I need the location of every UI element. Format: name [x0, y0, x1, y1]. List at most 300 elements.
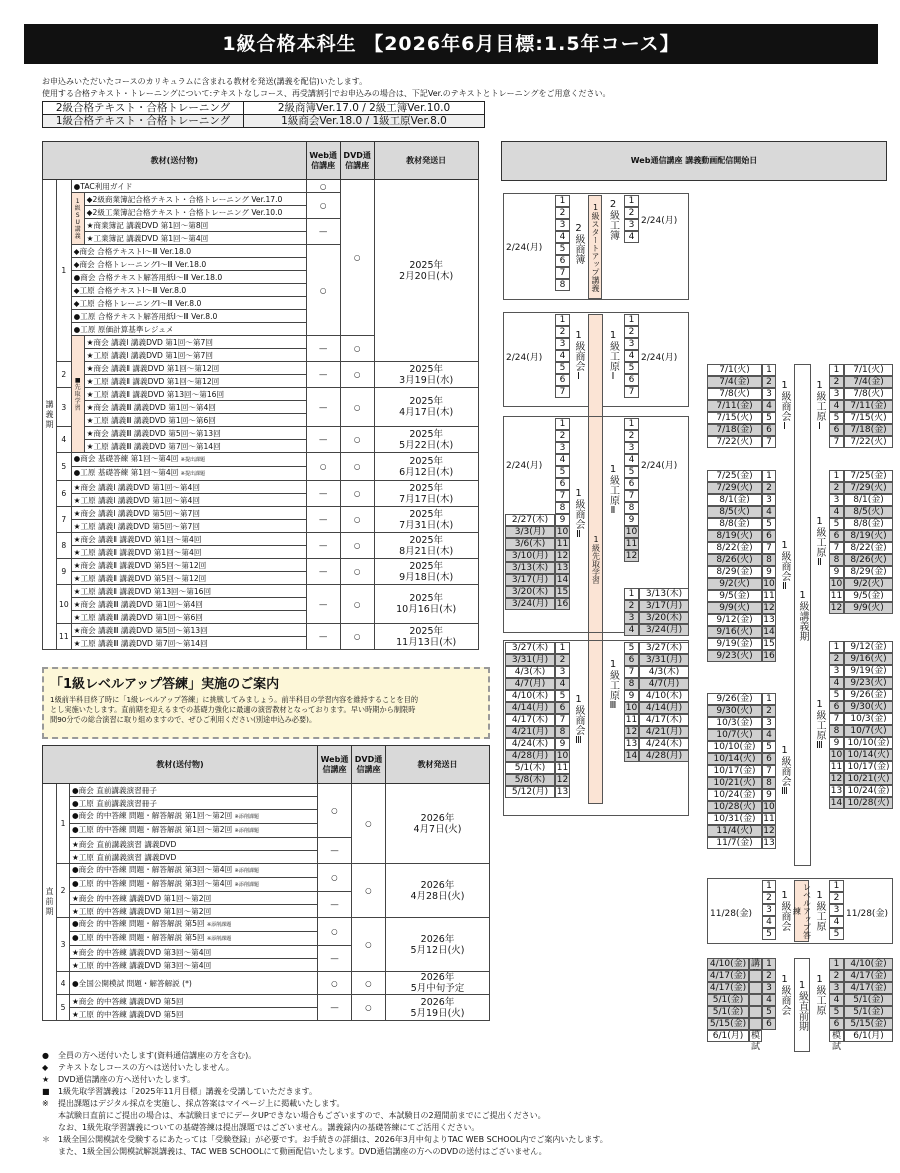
material-item: ●工原 的中答練 問題・解答解説 第3回～第4回 ※添削課題 [70, 878, 318, 892]
lecture-no: 7 [624, 386, 639, 398]
available-mark: ○ [352, 972, 386, 995]
delivery-date: 3/17(月) [639, 600, 689, 612]
delivery-date: 3/20(木) [505, 586, 555, 598]
lecture-no: 10 [556, 527, 569, 537]
delivery-date: 7/4(金) [707, 376, 762, 388]
lecture-no: 3 [555, 666, 570, 678]
lecture-no: 8 [555, 502, 570, 514]
available-mark: ○ [340, 336, 374, 362]
unavailable-mark: ― [306, 585, 340, 624]
date-note: 模試 [750, 1031, 760, 1052]
lecture-no: 13 [556, 787, 569, 797]
lecture-no: 3 [762, 982, 776, 994]
lecture-no: 5 [555, 243, 570, 255]
ship-date: 2025年 9月18日(木) [374, 559, 478, 585]
lecture-no: 2 [829, 482, 844, 494]
lecture-no: 7 [829, 542, 844, 554]
subject-label: 1級工原Ⅰ [814, 380, 825, 432]
subject-label: 1級商会Ⅰ [779, 380, 790, 432]
ship-date: 2026年 4月28日(火) [386, 864, 490, 918]
delivery-date: 8/26(火) [707, 554, 762, 566]
delivery-date: 4/17(金) [844, 970, 893, 982]
header-web: Web通信講座 [306, 142, 340, 180]
delivery-date: 4/14(月) [639, 702, 689, 714]
group-no: 4 [57, 427, 72, 453]
group-no: 2 [57, 864, 70, 918]
lecture-no: 6 [555, 374, 570, 386]
delivery-date: 10/28(火) [707, 801, 762, 813]
delivery-date: 3/24(月) [505, 598, 555, 610]
lecture-no: 11 [830, 591, 843, 601]
lecture-no: 5 [829, 518, 844, 530]
delivery-date: 8/22(金) [844, 542, 893, 554]
delivery-date: 9/12(金) [844, 641, 893, 653]
lecture-no: 5 [829, 928, 844, 940]
available-mark: ○ [340, 507, 374, 533]
material-item: ★商会 的中答練 講義DVD 第1回～第2回 [70, 892, 318, 905]
delivery-date: 4/17(金) [707, 982, 749, 994]
lecture-no: 11 [556, 539, 569, 549]
course-bar: 1級講義期 [794, 364, 811, 866]
material-item: ★商会 的中答練 講義DVD 第5回 [70, 995, 318, 1008]
schedule-header: Web通信講座 講義動画配信開始日 [501, 141, 887, 181]
legend-line: 本試験日直前にご提出の場合は、本試験日までにデータUPできない場合もございますので、本試験日の2週間前までにご提出ください。 [58, 1111, 546, 1120]
lecture-no: 10 [763, 802, 775, 812]
delivery-date: 7/1(火) [844, 364, 893, 376]
unavailable-mark: ― [306, 507, 340, 533]
lecture-no: 11 [625, 539, 638, 549]
group-no: 3 [57, 918, 70, 972]
available-mark: ○ [340, 362, 374, 388]
lecture-no: 14 [830, 798, 843, 808]
delivery-date: 9/12(金) [707, 614, 762, 626]
lecture-no: 3 [829, 904, 844, 916]
lecture-no: 4 [829, 506, 844, 518]
lecture-no: 5 [762, 928, 776, 940]
delivery-date: 5/1(金) [844, 994, 893, 1006]
subject-label: 1級商会 [779, 973, 790, 1015]
header-date: 教材発送日 [374, 142, 478, 180]
delivery-date: 5/8(木) [505, 774, 555, 786]
delivery-date: 8/1(金) [844, 494, 893, 506]
lecture-no: 4 [762, 729, 776, 741]
lecture-materials-table [42, 141, 479, 650]
lecture-no: 2 [624, 326, 639, 338]
delivery-date: 9/5(金) [844, 590, 893, 602]
date-note [749, 1018, 762, 1030]
delivery-date: 10/3(金) [707, 717, 762, 729]
lecture-no: 8 [624, 678, 639, 690]
material-item: ★工原 講義Ⅱ 講義DVD 第1回～第12回 [84, 375, 306, 388]
delivery-date: 5/1(金) [707, 994, 749, 1006]
available-mark: ○ [318, 918, 352, 946]
material-item: ◆2級商業簿記合格テキスト・合格トレーニング Ver.17.0 [84, 193, 306, 206]
lecture-no: 11 [625, 715, 638, 725]
delivery-date: 7/1(火) [707, 364, 762, 376]
material-item: ★工原 講義Ⅲ 講義DVD 第7回～第14回 [71, 637, 306, 650]
delivery-date: 9/16(火) [844, 653, 893, 665]
lecture-no: 7 [624, 666, 639, 678]
available-mark: ○ [352, 864, 386, 918]
lecture-no: 12 [556, 775, 569, 785]
legend-notes [42, 1050, 892, 1158]
legend-line: なお、1級先取学習講義についての基礎答練は提出課題ではございません。講義録内の基礎答練にてご活用ください。 [58, 1123, 480, 1132]
lecture-no: 1 [624, 195, 639, 207]
lecture-no: 16 [556, 599, 569, 609]
material-item: ◆商会 合格テキストⅠ～Ⅲ Ver.18.0 [71, 245, 306, 258]
header-dvd: DVD通信講座 [352, 746, 386, 784]
lecture-no: 3 [624, 219, 639, 231]
material-item: ★工原 講義Ⅰ 講義DVD 第1回～第7回 [84, 349, 306, 362]
page-title: 1級合格本科生 【2026年6月目標:1.5年コース】 [24, 24, 878, 64]
delivery-date: 4/10(木) [639, 690, 689, 702]
unavailable-mark: ― [306, 624, 340, 650]
lecture-no: 12 [830, 774, 843, 784]
delivery-date: 9/9(火) [844, 602, 893, 614]
lecture-no: 1 [762, 693, 776, 705]
lecture-no: 1 [762, 364, 776, 376]
delivery-date: 7/29(火) [707, 482, 762, 494]
ship-date: 2026年 4月7日(火) [386, 784, 490, 864]
available-mark: ○ [318, 972, 352, 995]
delivery-date: 4/17(木) [639, 714, 689, 726]
ship-date: 2025年 5月22日(木) [374, 427, 478, 453]
lecture-no: 10 [763, 579, 775, 589]
delivery-date: 9/5(金) [707, 590, 762, 602]
lecture-no: 3 [829, 388, 844, 400]
delivery-date: 3/17(月) [505, 574, 555, 586]
material-item: ★商会 講義Ⅲ 講義DVD 第1回～第4回 [71, 598, 306, 611]
legend-line: ★ DVD通信講座の方へ送付いたします。 [42, 1075, 196, 1084]
lecture-no: 2 [762, 376, 776, 388]
lecture-no: 6 [624, 478, 639, 490]
lecture-no: 11 [830, 762, 843, 772]
lecture-no: 13 [625, 739, 638, 749]
group-no: 3 [57, 388, 72, 427]
material-item: ●工原 合格テキスト解答用紙Ⅰ～Ⅲ Ver.8.0 [71, 310, 306, 323]
material-item: ●工原 的中答練 問題・解答解説 第1回～第2回 ※添削課題 [70, 824, 318, 838]
unavailable-mark: ― [306, 427, 340, 453]
group-no: 1 [57, 180, 72, 362]
unavailable-mark: ― [306, 362, 340, 388]
subject-label: 1級商会Ⅰ [573, 330, 584, 382]
lecture-no: 3 [762, 388, 776, 400]
lecture-no: 1 [555, 642, 570, 654]
lecture-no: 6 [624, 654, 639, 666]
lecture-no: 7 [624, 490, 639, 502]
lecture-no: 4 [624, 350, 639, 362]
available-mark: ○ [318, 864, 352, 892]
available-mark: ○ [340, 624, 374, 650]
group-no: 5 [57, 453, 72, 481]
delivery-date: 4/17(金) [844, 982, 893, 994]
lecture-no: 8 [762, 777, 776, 789]
lecture-no: 4 [624, 454, 639, 466]
unavailable-mark: ― [318, 892, 352, 918]
material-item: ●商会 的中答練 問題・解答解説 第3回～第4回 ※添削課題 [70, 864, 318, 878]
delivery-date: 7/22(火) [844, 436, 893, 448]
lecture-no: 1 [829, 470, 844, 482]
delivery-date: 9/16(火) [707, 626, 762, 638]
available-mark: ○ [340, 481, 374, 507]
lecture-no: 6 [762, 1018, 776, 1030]
available-mark: ○ [306, 180, 340, 193]
lecture-no: 4 [829, 994, 844, 1006]
group-no: 11 [57, 624, 72, 650]
lecture-no: 1 [555, 195, 570, 207]
lecture-no: 4 [762, 506, 776, 518]
lecture-no: 7 [555, 267, 570, 279]
group-no: 4 [57, 972, 70, 995]
delivery-date: 5/1(金) [707, 1006, 749, 1018]
lecture-no: 12 [625, 727, 638, 737]
delivery-date: 10/10(金) [707, 741, 762, 753]
lecture-no: 10 [625, 527, 638, 537]
delivery-date: 9/19(金) [844, 665, 893, 677]
available-mark: ○ [352, 918, 386, 972]
delivery-date: 5/1(金) [844, 1006, 893, 1018]
lecture-no: 12 [830, 603, 843, 613]
lecture-no: 14 [556, 575, 569, 585]
available-mark: ○ [340, 388, 374, 427]
legend-line: ＊ 1級全国公開模試を受験するにあたっては「受験登録」が必要です。お手続きの詳細は、2026年3月中旬よりTAC WEB SCHOOL内でご案内いたします。 [42, 1135, 608, 1144]
material-item: ★工原 講義Ⅲ 講義DVD 第1回～第6回 [71, 611, 306, 624]
delivery-date: 5/12(月) [505, 786, 555, 798]
lecture-no: 9 [555, 514, 570, 526]
lecture-no: 8 [555, 279, 570, 291]
delivery-date: 4/7(月) [639, 678, 689, 690]
ship-date: 2025年 8月21日(木) [374, 533, 478, 559]
lecture-no: 3 [624, 612, 639, 624]
delivery-date: 8/19(火) [844, 530, 893, 542]
material-item: ★工原 直前講義演習 講義DVD [70, 851, 318, 864]
lecture-no: 4 [624, 624, 639, 636]
delivery-date: 4/21(月) [639, 726, 689, 738]
lecture-no: 2 [829, 970, 844, 982]
delivery-date: 4/10(木) [505, 690, 555, 702]
lecture-no: 12 [763, 603, 775, 613]
available-mark: ○ [306, 453, 340, 481]
subject-label: 1級工原 [814, 973, 825, 1015]
unavailable-mark: ― [306, 336, 340, 362]
subject-label: 1級商会Ⅱ [573, 488, 584, 540]
group-no: 1 [57, 784, 70, 864]
delivery-date: 7/4(金) [844, 376, 893, 388]
material-item: ★工業簿記 講義DVD 第1回～第4回 [84, 232, 306, 245]
lecture-no: 2 [829, 376, 844, 388]
material-item: ★工原 的中答練 講義DVD 第3回～第4回 [70, 959, 318, 972]
lecture-no: 5 [829, 689, 844, 701]
lecture-no: 13 [763, 615, 775, 625]
delivery-date: 10/21(火) [707, 777, 762, 789]
lecture-no: 7 [762, 765, 776, 777]
unavailable-mark: ― [306, 533, 340, 559]
material-item: ★商会 講義Ⅲ 講義DVD 第1回～第4回 [84, 401, 306, 414]
delivery-date: 2/24(月) [641, 216, 678, 226]
material-item: ★商会 講義Ⅲ 講義DVD 第5回～第13回 [84, 427, 306, 440]
delivery-date: 7/22(火) [707, 436, 762, 448]
material-item: ●全国公開模試 問題・解答解説 (*) [70, 972, 318, 995]
lecture-no: 3 [624, 338, 639, 350]
ship-date: 2025年 2月20日(木) [374, 180, 478, 362]
lecture-no: 4 [762, 400, 776, 412]
unavailable-mark: ― [318, 946, 352, 972]
lecture-no: 3 [762, 494, 776, 506]
delivery-date: 4/28(月) [505, 750, 555, 762]
delivery-date: 9/30(火) [707, 705, 762, 717]
lecture-no: 5 [555, 690, 570, 702]
lecture-no: 7 [555, 714, 570, 726]
delivery-date: 3/10(月) [505, 550, 555, 562]
delivery-date: 3/31(月) [639, 654, 689, 666]
version-table: 2級合格テキスト・合格トレーニング 2級商簿Ver.17.0 / 2級工簿Ver.10.0 1級合格テキスト・合格トレーニング 1級商会Ver.18.0 / 1級工原Ver.8.0 [42, 101, 485, 128]
delivery-date: 2/24(月) [641, 353, 678, 363]
delivery-date: 4/21(月) [505, 726, 555, 738]
lecture-no: 2 [624, 600, 639, 612]
delivery-date: 3/13(木) [639, 588, 689, 600]
lecture-no: 2 [555, 326, 570, 338]
lecture-no: 14 [625, 751, 638, 761]
lecture-no: 15 [556, 587, 569, 597]
lecture-no: 2 [555, 430, 570, 442]
lecture-no: 10 [556, 751, 569, 761]
delivery-date: 8/5(火) [844, 506, 893, 518]
unavailable-mark: ― [306, 219, 340, 245]
sen-label: ■先取学習 [71, 336, 84, 453]
material-item: ★商会 的中答練 講義DVD 第3回～第4回 [70, 946, 318, 959]
lecture-no: 1 [829, 880, 844, 892]
delivery-date: 10/28(火) [844, 797, 893, 809]
lecture-no: 6 [829, 1018, 844, 1030]
group-no: 7 [57, 507, 72, 533]
lecture-no: 13 [763, 838, 775, 848]
lecture-no: 4 [624, 231, 639, 243]
delivery-date: 11/28(金) [710, 909, 752, 919]
lecture-no: 6 [829, 701, 844, 713]
lecture-no: 5 [555, 362, 570, 374]
lecture-no: 13 [556, 563, 569, 573]
delivery-date: 5/15(金) [844, 1018, 893, 1030]
lecture-no: 2 [624, 430, 639, 442]
material-item: ●TAC利用ガイド [71, 180, 306, 193]
material-item: ★工原 講義Ⅰ 講義DVD 第1回～第4回 [71, 494, 306, 507]
course-bar: 1級先取学習 [588, 314, 603, 804]
lecture-no: 4 [762, 994, 776, 1006]
lecture-no: 4 [829, 400, 844, 412]
material-item: ●商会 的中答練 問題・解答解説 第1回～第2回 ※添削課題 [70, 810, 318, 824]
available-mark: ○ [340, 453, 374, 481]
delivery-date: 2/24(月) [506, 243, 543, 253]
subject-label: 1級商会Ⅱ [779, 540, 790, 592]
period-label: 講義期 [43, 180, 57, 650]
lecture-no: 12 [763, 826, 775, 836]
lecture-no: 5 [829, 412, 844, 424]
material-item: ★商業簿記 講義DVD 第1回～第8回 [84, 219, 306, 232]
date-note [749, 982, 762, 994]
delivery-date: 9/23(火) [707, 650, 762, 662]
material-item: ◆2級工業簿記合格テキスト・合格トレーニング Ver.10.0 [84, 206, 306, 219]
material-item: ★商会 講義Ⅱ 講義DVD 第5回～第12回 [71, 559, 306, 572]
delivery-date: 7/25(金) [707, 470, 762, 482]
lecture-no: 1 [762, 880, 776, 892]
course-bar: 1級スタートアップ講義 [588, 195, 602, 299]
delivery-date: 10/31(金) [707, 813, 762, 825]
delivery-date: 7/11(金) [707, 400, 762, 412]
lecture-no: 1 [829, 958, 844, 970]
unavailable-mark: ― [306, 481, 340, 507]
lecture-no: 10 [830, 750, 843, 760]
lecture-no: 8 [762, 554, 776, 566]
ship-date: 2025年 7月17日(木) [374, 481, 478, 507]
material-item: ★工原 講義Ⅲ 講義DVD 第7回～第14回 [84, 440, 306, 453]
ship-date: 2025年 3月19日(水) [374, 362, 478, 388]
delivery-date: 7/18(金) [707, 424, 762, 436]
material-item: ★商会 講義Ⅱ 講義DVD 第1回～第12回 [84, 362, 306, 375]
available-mark: ○ [318, 784, 352, 838]
lecture-no: 1 [555, 314, 570, 326]
group-no: 2 [57, 362, 72, 388]
lecture-no: 2 [762, 970, 776, 982]
delivery-date: 9/26(金) [844, 689, 893, 701]
lecture-no: 6 [762, 753, 776, 765]
material-item: ●工原 基礎答練 第1回～第4回 ※提出課題 [71, 467, 306, 481]
delivery-date: 8/22(金) [707, 542, 762, 554]
subject-label: 2級工簿 [607, 198, 619, 240]
delivery-date: 4/10(金) [844, 958, 893, 970]
delivery-date: 7/11(金) [844, 400, 893, 412]
lecture-no: 6 [624, 374, 639, 386]
lecture-no: 4 [555, 678, 570, 690]
lecture-no: 2 [624, 207, 639, 219]
header-date: 教材発送日 [386, 746, 490, 784]
lecture-no: 1 [555, 418, 570, 430]
delivery-date: 10/10(金) [844, 737, 893, 749]
ship-date: 2025年 10月16日(木) [374, 585, 478, 624]
delivery-date: 2/24(月) [506, 461, 543, 471]
available-mark: ○ [340, 585, 374, 624]
delivery-date: 4/17(木) [505, 714, 555, 726]
delivery-date: 3/13(木) [505, 562, 555, 574]
delivery-date: 11/28(金) [846, 909, 888, 919]
delivery-date: 4/10(金) [707, 958, 749, 970]
group-no: 6 [57, 481, 72, 507]
subject-label: 1級工原Ⅱ [814, 516, 825, 568]
material-item: ◆工原 合格トレーニングⅠ～Ⅲ Ver.8.0 [71, 297, 306, 310]
ship-date: 2026年 5月中旬予定 [386, 972, 490, 995]
delivery-date: 10/7(火) [844, 725, 893, 737]
ship-date: 2025年 11月13日(木) [374, 624, 478, 650]
delivery-date: 7/25(金) [844, 470, 893, 482]
lecture-no: 4 [555, 350, 570, 362]
material-item: ●商会 基礎答練 第1回～第4回 ※提出課題 [71, 453, 306, 467]
lecture-no: 1 [762, 470, 776, 482]
delivery-date: 4/17(金) [707, 970, 749, 982]
lecture-no: 7 [829, 436, 844, 448]
delivery-date: 5/15(金) [707, 1018, 749, 1030]
lecture-no: 16 [763, 651, 775, 661]
material-item: ★商会 講義Ⅰ 講義DVD 第1回～第4回 [71, 481, 306, 494]
lecture-no: 11 [556, 763, 569, 773]
period-label: 直前期 [43, 784, 57, 1021]
subject-label: 1級商会 [779, 889, 790, 931]
delivery-date: 9/2(火) [707, 578, 762, 590]
lecture-no: 10 [830, 579, 843, 589]
lecture-no: 1 [624, 588, 639, 600]
lecture-no: 2 [762, 892, 776, 904]
subject-label: 1級商会Ⅲ [573, 694, 584, 746]
unavailable-mark: ― [306, 559, 340, 585]
material-item: ★商会 講義Ⅲ 講義DVD 第5回～第13回 [71, 624, 306, 637]
